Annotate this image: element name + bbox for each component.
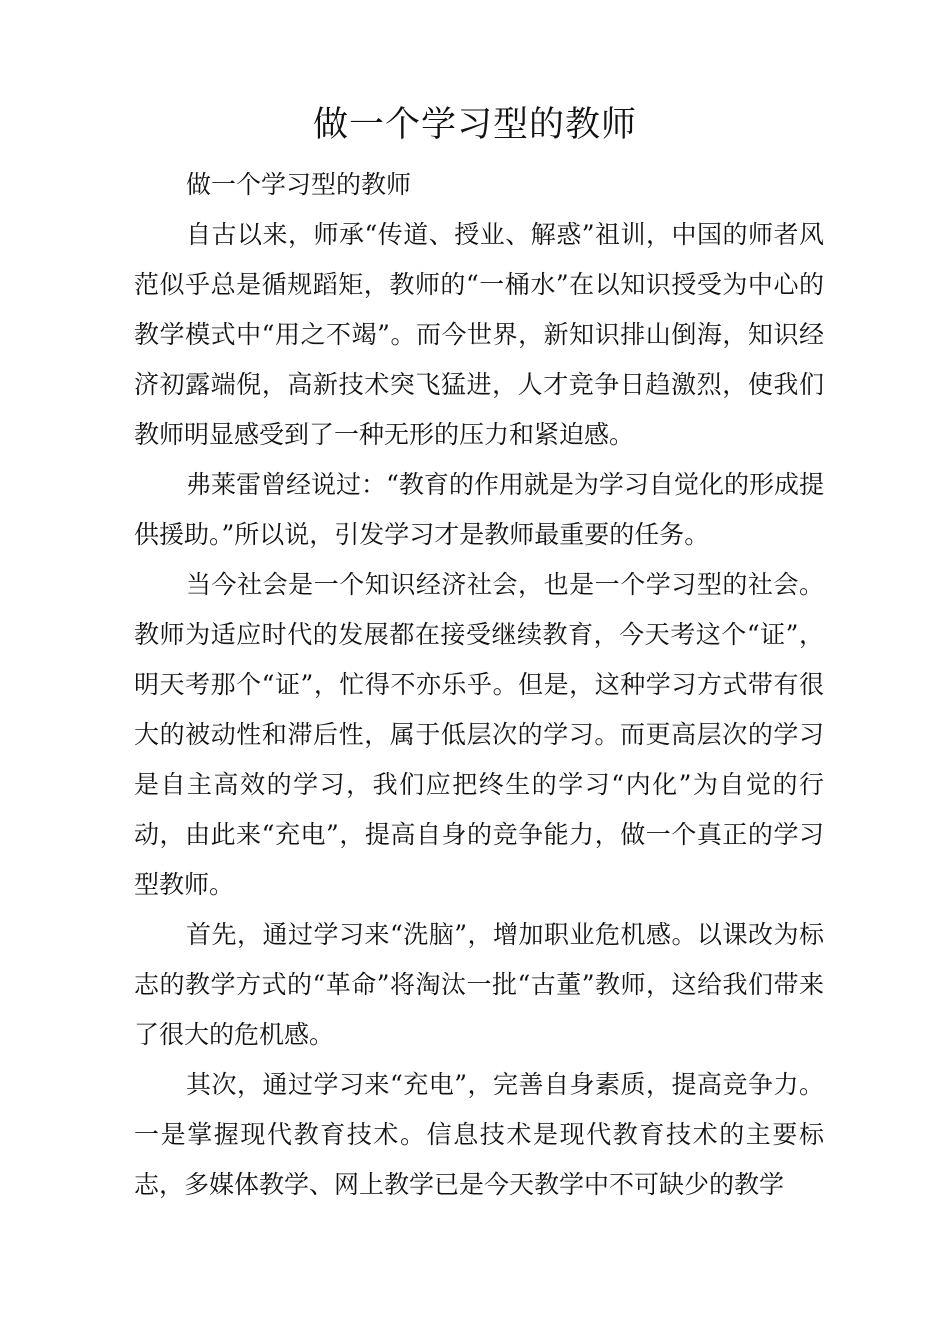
paragraph-second: 其次，通过学习来“充电”，完善自身素质，提高竞争力。一是掌握现代教育技术。信息技术是现代教育技术的主要标志，多媒体教学、网上教学已是今天教学中不可缺少的教学 (134, 1070, 824, 1199)
subtitle-paragraph: 做一个学习型的教师 (186, 170, 412, 199)
paragraph-quote: 弗莱雷曾经说过：“教育的作用就是为学习自觉化的形成提供援助。”所以说，引发学习才是教师最重要的任务。 (134, 470, 824, 549)
paragraph-first: 首先，通过学习来“洗脑”，增加职业危机感。以课改为标志的教学方式的“革命”将淘汰一批“古董”教师，这给我们带来了很大的危机感。 (134, 920, 824, 1049)
document-body (134, 160, 824, 1210)
paragraph-intro: 自古以来，师承“传道、授业、解惑”祖训，中国的师者风范似乎总是循规蹈矩，教师的“一桶水”在以知识授受为中心的教学模式中“用之不竭”。而今世界，新知识排山倒海，知识经济初露端倪，高新技术突飞猛进，人才竞争日趋激烈，使我们教师明显感受到了一种无形的压力和紧迫感。 (134, 220, 824, 449)
document-title: 做一个学习型的教师 (312, 105, 637, 145)
paragraph-society: 当今社会是一个知识经济社会，也是一个学习型的社会。教师为适应时代的发展都在接受继续教育，今天考这个“证”，明天考那个“证”，忙得不亦乐乎。但是，这种学习方式带有很大的被动性和滞后性，属于低层次的学习。而更高层次的学习是自主高效的学习，我们应把终生的学习“内化”为自觉的行动，由此来“充电”，提高自身的竞争能力，做一个真正的学习型教师。 (134, 570, 824, 899)
